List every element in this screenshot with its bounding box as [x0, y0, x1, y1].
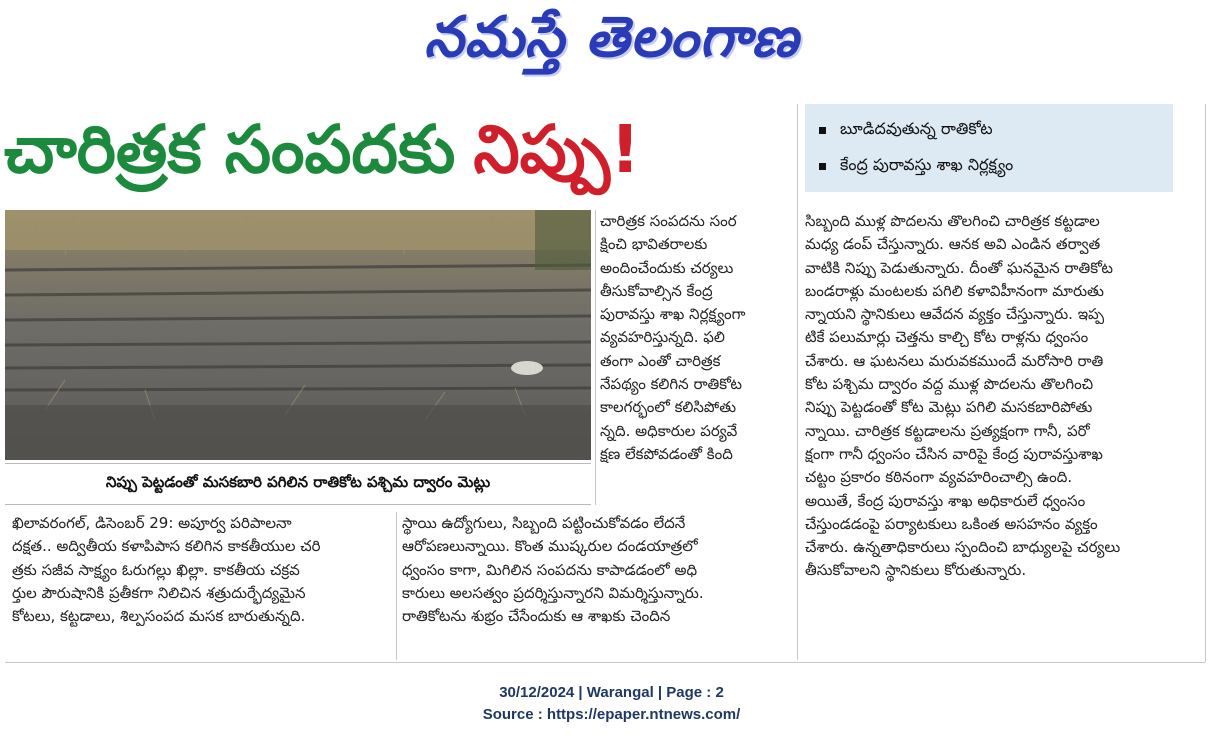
- page-bottom-rule: [5, 662, 1205, 663]
- bullet-icon: [819, 127, 826, 134]
- article-line: ధ్వంసం కాగా, మిగిలిన సంపదను కాపాడడంలో అధి: [402, 560, 698, 579]
- article-line: చేశారు. ఆ ఘటనలు మరువకముందే మరోసారి రాతి: [805, 351, 1104, 370]
- article-line: కోట పశ్చిమ ద్వారం వద్ద ముళ్ల పొదలను తొలగించి: [805, 375, 1094, 394]
- article-line: ఖిలావరంగల్, డిసెంబర్ 29: అపూర్వ పరిపాలనా: [12, 514, 292, 532]
- article-line: త్రకు సజీవ సాక్ష్యం ఓరుగల్లు ఖిల్లా. కాకతీయ చక్రవ: [12, 560, 300, 579]
- footer-date-edition: 30/12/2024 | Warangal | Page : 2: [499, 684, 724, 701]
- footer-source-link[interactable]: Source : https://epaper.ntnews.com/: [482, 706, 741, 723]
- article-line: దక్షత.. అద్వితీయ కళాపిపాస కలిగిన కాకతీయుల చరి: [12, 537, 321, 556]
- article-column-right: [805, 210, 1175, 583]
- article-line: చేస్తుండడంపై పర్యాటకులు ఒకింత అసహనం వ్యక్తం: [805, 514, 1098, 533]
- article-line: తీసుకోవాల్సిన కేంద్ర: [600, 281, 713, 300]
- article-line: నిప్పు పెట్టడంతో కోట మెట్లు పగిలి మసకబారిపోతు: [805, 398, 1093, 417]
- article-line: ఆరోపణలున్నాయి. కొంత ముష్కరుల దండయాత్రలో: [402, 537, 698, 556]
- article-line: కాలగర్భంలో కలిసిపోతు: [600, 398, 737, 417]
- headline-part2: నిప్పు!: [473, 111, 641, 188]
- highlights-box: [805, 104, 1173, 192]
- article-line: నేపథ్యం కలిగిన రాతికోట: [600, 375, 742, 394]
- article-line: న్నాయని స్థానికులు ఆవేదన వ్యక్తం చేస్తున్నారు. ఇప్ప: [805, 305, 1105, 324]
- highlight-item: [819, 148, 1159, 184]
- article-line: న్నది. అధికారుల పర్యవే: [600, 421, 738, 440]
- article-line: సిబ్బంది ముళ్ల పొదలను తొలగించి చారిత్రక కట్టడాల: [805, 212, 1100, 230]
- bullet-icon: [819, 163, 826, 170]
- article-line: అందించేందుకు చర్యలు: [600, 258, 734, 277]
- article-line: క్షించి భావితరాలకు: [600, 235, 708, 254]
- article-column-bottom-left: [12, 512, 392, 628]
- article-line: చట్టం ప్రకారం కఠినంగా వ్యవహరించాల్సి ఉంది.: [805, 468, 1073, 487]
- page-footer: [0, 682, 1223, 726]
- article-line: రాతికోటను శుభ్రం చేసేందుకు ఆ శాఖకు చెందిన: [402, 607, 671, 626]
- article-line: క్షణ లేకపోవడంతో కింది: [600, 444, 733, 463]
- highlight-item: [819, 112, 1159, 148]
- page-right-rule: [1205, 104, 1206, 662]
- article-line: వాటికి నిప్పు పెడుతున్నారు. దీంతో ఘనమైన రాతికోట: [805, 258, 1113, 277]
- article-line: తంగా ఎంతో చారిత్రక: [600, 351, 721, 370]
- highlight-text: కేంద్ర పురావస్తు శాఖ నిర్లక్ష్యం: [840, 154, 1014, 174]
- article-line: క్షంగా గానీ ధ్వంసం చేసిన వారిపై కేంద్ర పురావస్తుశాఖ: [805, 444, 1103, 463]
- article-line: కోటలు, కట్టడాలు, శిల్పసంపద మసక బారుతున్నది.: [12, 607, 306, 626]
- article-line: స్థాయి ఉద్యోగులు, సిబ్బంది పట్టించుకోవడం లేదనే: [402, 514, 686, 532]
- column-divider: [396, 512, 397, 660]
- newspaper-logo: నమస్తే తెలంగాణ: [424, 4, 799, 70]
- photo-caption: నిప్పు పెట్టడంతో మసకబారి పగిలిన రాతికోట పశ్చిమ ద్వారం మెట్లు: [5, 463, 591, 505]
- article-line: టికే పలుమార్లు చెత్తను కాల్చి కోట రాళ్లను ధ్వంసం: [805, 328, 1089, 347]
- column-divider: [595, 210, 596, 505]
- masthead: [0, 0, 1223, 88]
- highlight-text: బూడిదవుతున్న రాతికోట: [840, 118, 993, 138]
- article-line: బండరాళ్లు మంటలకు పగిలి కళావిహీనంగా మారుతు: [805, 281, 1104, 300]
- article-line: వ్యవహరిస్తున్నది. ఫలి: [600, 328, 725, 347]
- headline-part1: చారిత్రక సంపదకు: [4, 111, 456, 188]
- article-column-bottom-middle: [402, 512, 790, 628]
- article-photo: [5, 210, 591, 460]
- article-line: న్నాయి. చారిత్రక కట్టడాలను ప్రత్యక్షంగా గానీ, పరో: [805, 421, 1090, 440]
- article-line: కారులు అలసత్వం ప్రదర్శిస్తున్నారని విమర్శిస్తున్నారు.: [402, 583, 704, 602]
- article-line: మధ్య డంప్ చేస్తున్నారు. ఆనక అవి ఎండిన తర్వాత: [805, 235, 1101, 254]
- article-line: చారిత్రక సంపదను సంర: [600, 212, 737, 230]
- article-line: ర్తుల పౌరుషానికి ప్రతీకగా నిలిచిన శత్రుదుర్భేద్యమైన: [12, 583, 306, 602]
- article-line: తీసుకోవాలని స్థానికులు కోరుతున్నారు.: [805, 561, 1027, 580]
- article-column-beside-photo: [600, 210, 790, 466]
- article-line: అయితే, కేంద్ర పురావస్తు శాఖ అధికారులే ధ్వంసం: [805, 491, 1086, 510]
- headline: [4, 100, 794, 200]
- article-line: చేశారు. ఉన్నతాధికారులు స్పందించి బాధ్యులపై చర్యలు: [805, 538, 1121, 557]
- column-divider: [797, 104, 798, 660]
- article-line: పురావస్తు శాఖ నిర్లక్ష్యంగా: [600, 305, 746, 324]
